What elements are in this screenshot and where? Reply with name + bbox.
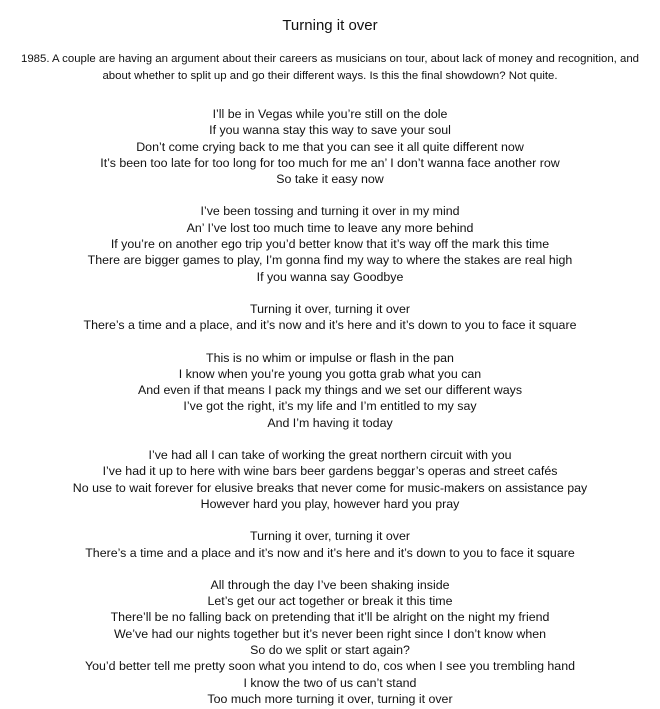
lyric-line: Don’t come crying back to me that you can see it all quite different now (136, 139, 524, 154)
lyric-line: There’s a time and a place, and it’s now and it’s here and it’s down to you to face it square (83, 318, 577, 333)
lyric-line: There’s a time and a place and it’s now and it’s here and it’s down to you to face it square (85, 545, 575, 560)
song-title: Turning it over (282, 17, 378, 34)
lyric-line: It’s been too late for too long for too much for me an’ I don’t wanna face another row (100, 155, 560, 170)
lyric-line: However hard you play, however hard you pray (200, 496, 460, 511)
lyric-line: I know the two of us can’t stand (243, 675, 417, 690)
lyric-line: There are bigger games to play, I’m gonna find my way to where the stakes are real high (87, 253, 573, 268)
lyric-line: An’ I’ve lost too much time to leave any more behind (186, 220, 474, 235)
song-intro: 1985. A couple are having an argument about their careers as musicians on tour, about lack of money and recognition, and about whether to split up and go their different ways. Is this the final showdown? Not quite. (20, 53, 640, 82)
lyric-line: Too much more turning it over, turning it over (207, 691, 453, 706)
lyric-line: I’ll be in Vegas while you’re still on the dole (212, 107, 448, 121)
verse-5 (0, 577, 660, 707)
lyric-line: All through the day I’ve been shaking inside (210, 577, 450, 592)
lyric-line: And even if that means I pack my things and we set our different ways (137, 383, 523, 398)
lyric-line: So take it easy now (276, 172, 384, 187)
lyric-line: I’ve got the right, it’s my life and I’m entitled to my say (183, 399, 477, 414)
lyric-line: If you’re on another ego trip you’d better know that it’s way off the mark this time (110, 237, 550, 252)
lyric-line: I’ve had it up to here with wine bars beer gardens beggar’s operas and street cafés (102, 464, 558, 479)
lyric-line: No use to wait forever for elusive breaks that never come for music-makers on assistance pay (72, 480, 588, 495)
lyric-line: If you wanna say Goodbye (256, 269, 404, 284)
lyric-line: I know when you’re young you gotta grab what you can (178, 366, 482, 381)
lyric-line: You’d better tell me pretty soon what you intend to do, cos when I see you trembling hand (85, 659, 575, 674)
lyric-line: If you wanna stay this way to save your soul (209, 123, 451, 138)
lyric-line: I’ve been tossing and turning it over in my mind (200, 204, 460, 219)
lyric-line: So do we split or start again? (250, 643, 410, 658)
lyric-line: Turning it over, turning it over (249, 301, 410, 316)
verse-4 (0, 447, 660, 512)
verse-3 (0, 350, 660, 431)
lyric-line: Turning it over, turning it over (249, 529, 410, 544)
lyric-line: And I’m having it today (267, 415, 393, 430)
chorus-1 (0, 301, 660, 334)
lyric-line: Let’s get our act together or break it this time (207, 594, 453, 609)
verse-1 (0, 106, 660, 187)
verse-2 (0, 203, 660, 284)
lyric-line: We’ve had our nights together but it’s never been right since I don’t know when (113, 626, 547, 641)
lyric-line: I’ve had all I can take of working the great northern circuit with you (148, 448, 512, 463)
lyric-line: This is no whim or impulse or flash in the pan (206, 350, 454, 365)
chorus-2 (0, 528, 660, 561)
lyric-line: There’ll be no falling back on pretending that it’ll be alright on the night my friend (110, 610, 550, 625)
